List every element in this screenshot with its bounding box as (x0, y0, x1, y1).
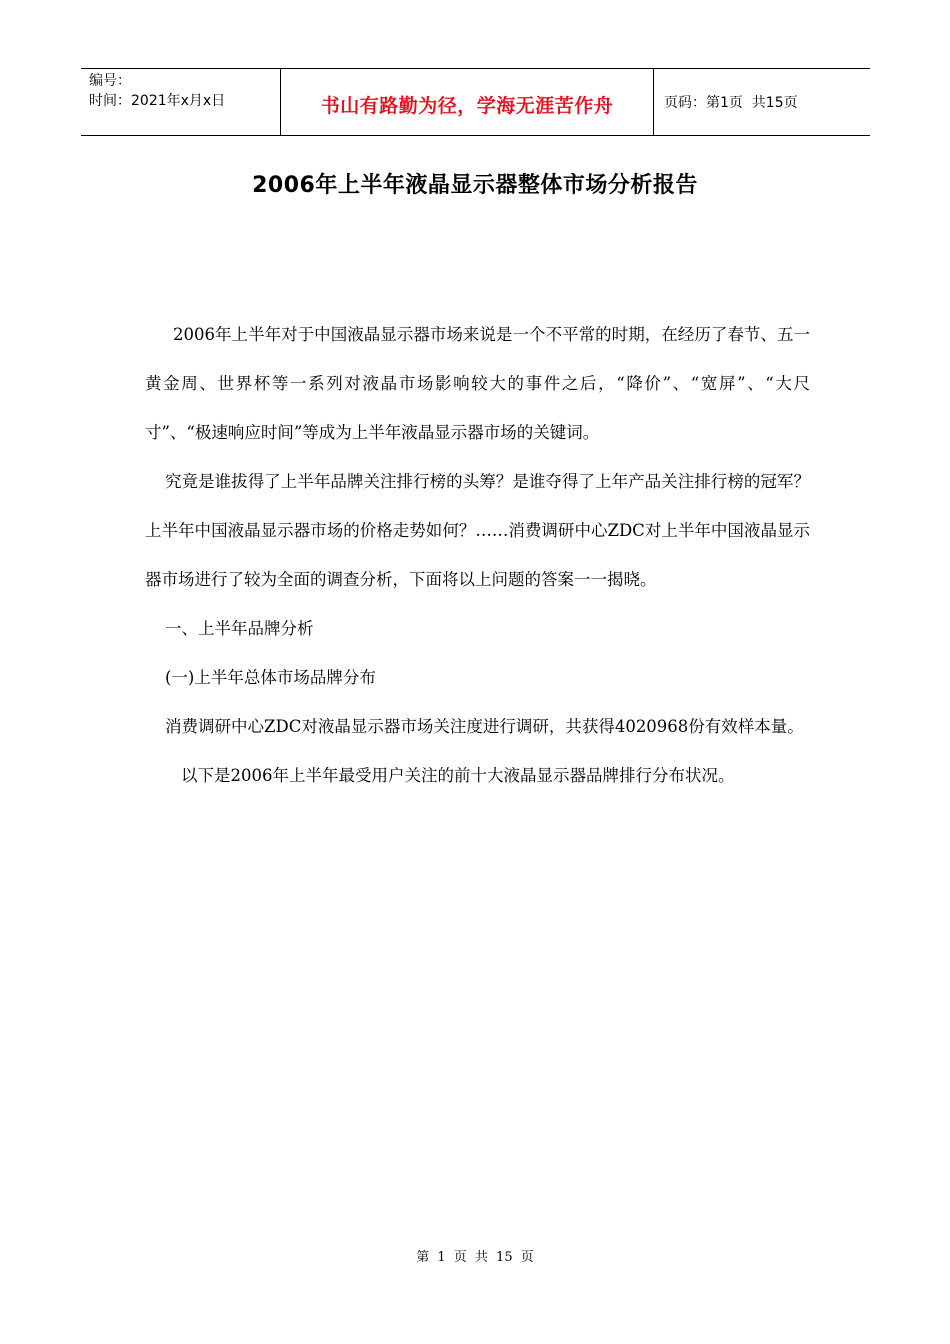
header-motto-cell (281, 69, 654, 135)
document-number-label: 编号： (89, 73, 131, 89)
paragraph: 消费调研中心ZDC对液晶显示器市场关注度进行调研，共获得4020968份有效样本量。 (165, 717, 804, 736)
document-time-label: 时间：2021年x月x日 (89, 93, 226, 109)
subsection-heading: (一)上半年总体市场品牌分布 (165, 668, 376, 687)
paragraph: 究竟是谁拔得了上半年品牌关注排行榜的头筹？是谁夺得了上年产品关注排行榜的冠军？上半年中国液晶显示器市场的价格走势如何？……消费调研中心ZDC对上半年中国液晶显示器市场进行了较为全面的调查分析，下面将以上问题的答案一一揭晓。 (145, 472, 810, 589)
page-info: 页码：第1页 共15页 (664, 95, 798, 111)
paragraph: 2006年上半年对于中国液晶显示器市场来说是一个不平常的时期，在经历了春节、五一黄金周、世界杯等一系列对液晶市场影响较大的事件之后，“降价”、“宽屏”、“大尺寸”、“极速响应时间”等成为上半年液晶显示器市场的关键词。 (145, 325, 810, 442)
paragraph: 以下是2006年上半年最受用户关注的前十大液晶显示器品牌排行分布状况。 (181, 766, 735, 785)
header-page-cell (654, 69, 870, 135)
document-title: 2006年上半年液晶显示器整体市场分析报告 (252, 173, 698, 198)
header-motto: 书山有路勤为径，学海无涯苦作舟 (320, 94, 614, 117)
header-info-cell (81, 69, 281, 135)
page-footer: 第 1 页 共 15 页 (416, 1250, 534, 1265)
header-table (81, 68, 870, 136)
document-body (145, 310, 810, 800)
section-heading: 一、上半年品牌分析 (165, 619, 314, 638)
